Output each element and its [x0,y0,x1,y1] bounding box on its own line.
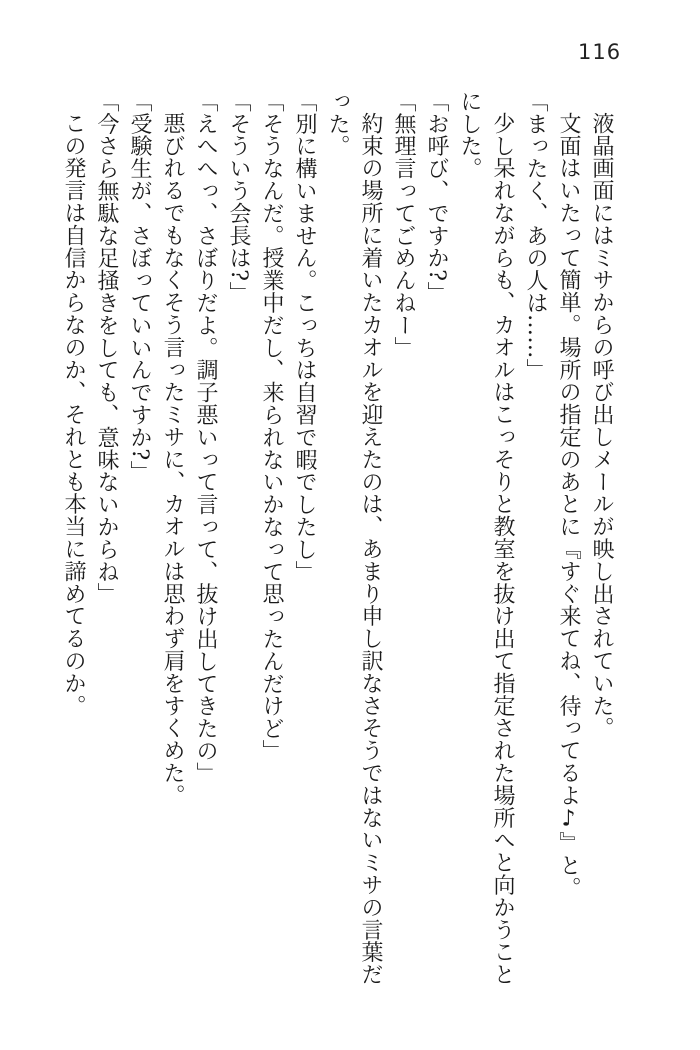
vertical-text-block [57,90,618,988]
narration-paragraph: 悪びれるでもなくそう言ったミサに、カオルは思わず肩をすくめた。 [160,112,185,807]
narration-paragraph: 少し呆れながらも、カオルはこっそりと教室を抜け出て指定された場所へと向かうことにした。 [457,90,515,986]
narration-paragraph: 文面はいたって簡単。場所の指定のあとに『すぐ来てね、待ってるよ♪』と。 [556,112,581,899]
dialogue-line: 「そうなんだ。授業中だし、来られないかなって思ったんだけど」 [259,90,284,762]
dialogue-line: 「無理言ってごめんねー」 [391,90,416,359]
dialogue-line: 「お呼び、ですか?」 [424,90,449,304]
dialogue-line: 「別に構いません。こっちは自習で暇でしたし」 [292,90,317,583]
dialogue-line: 「えへへっ、さぼりだよ。調子悪いって言って、抜け出してきたの」 [193,90,218,785]
dialogue-line: 「今さら無駄な足掻きをしても、意味ないからね」 [94,90,119,606]
narration-paragraph: 約束の場所に着いたカオルを迎えたのは、あまり申し訳なさそうではないミサの言葉だった。 [325,90,383,986]
narration-paragraph: 液晶画面にはミサからの呼び出しメールが映し出されていた。 [589,112,614,740]
dialogue-line: 「まったく、あの人は……」 [523,90,548,382]
page-number: 116 [578,40,622,64]
dialogue-line: 「受験生が、さぼっていいんですか?」 [127,90,152,483]
dialogue-line: 「そういう会長は?」 [226,90,251,304]
narration-paragraph: この発言は自信からなのか、それとも本当に諦めてるのか。 [61,112,86,717]
